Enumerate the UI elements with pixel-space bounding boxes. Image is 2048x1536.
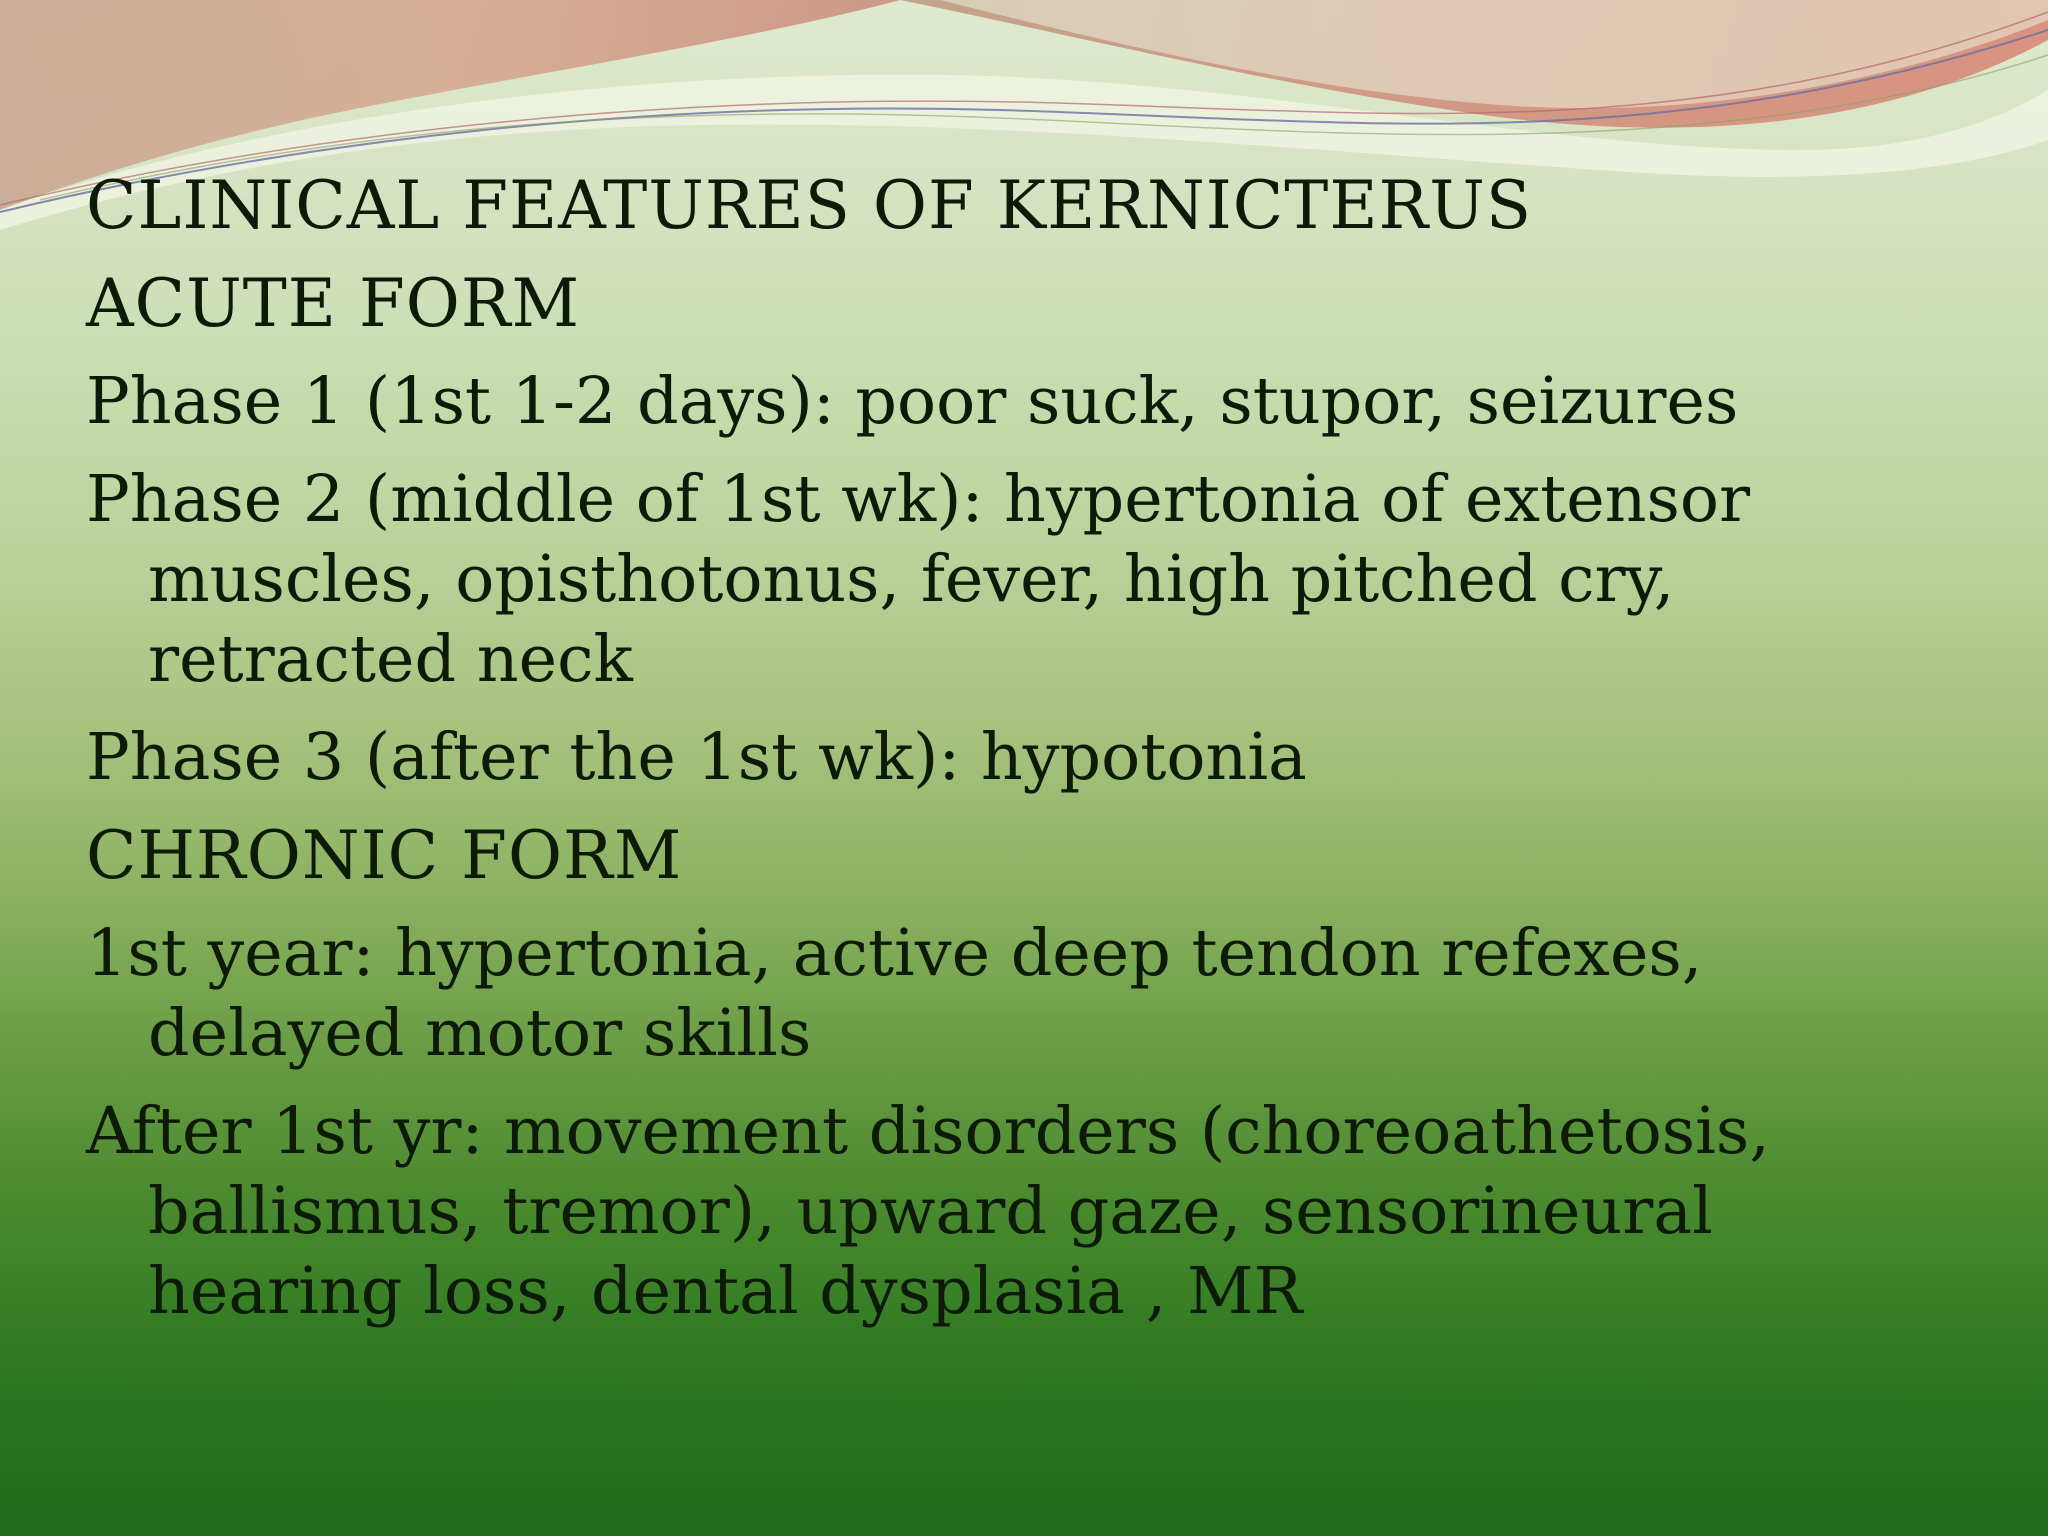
after-first-year-line-1: After 1st yr: movement disorders (choreoathetosis, — [86, 1094, 1770, 1169]
phase-3-text: Phase 3 (after the 1st wk): hypotonia — [86, 720, 1307, 795]
phase-2-line-3: retracted neck — [148, 622, 633, 697]
slide-content — [86, 166, 1986, 1332]
first-year-line-1: 1st year: hypertonia, active deep tendon refexes, — [86, 916, 1703, 991]
phase-2-line-2: muscles, opisthotonus, fever, high pitched cry, — [148, 542, 1675, 617]
slide-title: CLINICAL FEATURES OF KERNICTERUS — [86, 167, 1533, 244]
phase-1-text: Phase 1 (1st 1-2 days): poor suck, stupor, seizures — [86, 364, 1739, 439]
phase-3-item — [86, 718, 1986, 798]
phase-1-item — [86, 362, 1986, 442]
acute-form-heading: ACUTE FORM — [86, 265, 581, 342]
first-year-line-2: delayed motor skills — [148, 996, 812, 1071]
after-first-year-line-2: ballismus, tremor), upward gaze, sensorineural — [148, 1174, 1713, 1249]
chronic-form-heading: CHRONIC FORM — [86, 817, 683, 894]
first-year-item — [86, 914, 1986, 1074]
after-first-year-item — [86, 1092, 1986, 1332]
after-first-year-line-3: hearing loss, dental dysplasia , MR — [148, 1254, 1303, 1329]
phase-2-item — [86, 460, 1986, 700]
phase-2-line-1: Phase 2 (middle of 1st wk): hypertonia of extensor — [86, 462, 1751, 537]
